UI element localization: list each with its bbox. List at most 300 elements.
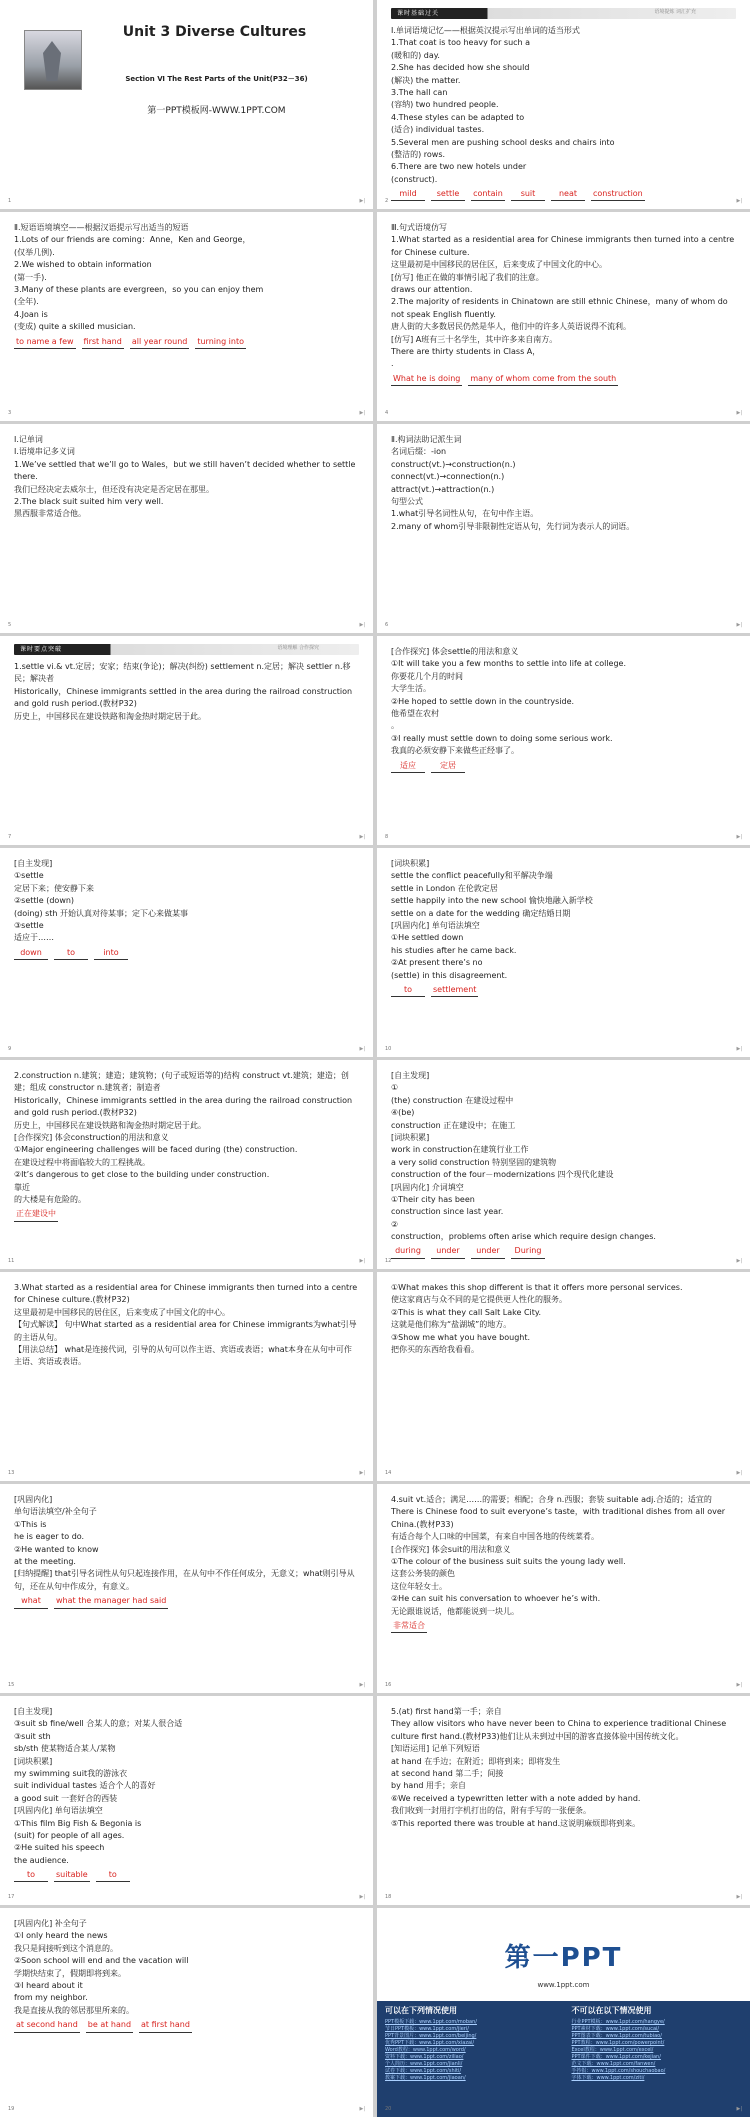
text-line <box>391 62 736 74</box>
text-line <box>14 272 359 284</box>
slide-15 <box>0 1484 373 1693</box>
line-text: ③suit sb fine/well 合某人的意；对某人很合适 <box>14 1719 182 1728</box>
text-line <box>14 1706 359 1718</box>
text-line <box>14 1731 359 1743</box>
unit-title: Unit 3 Diverse Cultures <box>70 22 359 44</box>
line-text: 唐人街的大多数居民仍然是华人，他们中的许多人英语说得不流利。 <box>391 322 631 331</box>
line-text: his studies after he came back. <box>391 946 516 955</box>
line-text: 在建设过程中将面临较大的工程挑战。 <box>14 1158 150 1167</box>
slide-18 <box>377 1696 750 1905</box>
line-text: 无论跟谁说话，他都能说到一块儿。 <box>391 1607 519 1616</box>
answer-blank[interactable]: what <box>14 1595 48 1608</box>
link-item[interactable]: PPT素材下载：www.1ppt.com/sucai/ <box>572 2026 743 2033</box>
text-line <box>391 1743 736 1755</box>
text-line <box>14 1918 359 1930</box>
line-text: (仅举几例). <box>14 248 55 257</box>
text-line <box>14 259 359 271</box>
text-line <box>391 945 736 957</box>
answer-blank[interactable]: many of whom come from the south <box>468 373 618 386</box>
line-text: my swimming suit我的游泳衣 <box>14 1769 127 1778</box>
text-line <box>14 870 359 882</box>
text-line <box>14 1194 359 1206</box>
line-text: construction 正在建设中；在施工 <box>391 1121 515 1130</box>
text-line <box>391 446 736 458</box>
line-text: [自主发现] <box>14 1707 52 1716</box>
line-text: 2.The black suit suited him very well. <box>14 497 163 506</box>
text-line <box>14 309 359 321</box>
text-line <box>391 1307 736 1319</box>
text-line <box>391 1144 736 1156</box>
text-line <box>14 1992 359 2004</box>
slide-19 <box>0 1908 373 2117</box>
link-item[interactable]: Excel教程：www.1ppt.com/excel/ <box>572 2047 743 2054</box>
line-text: ③Show me what you have bought. <box>391 1333 530 1342</box>
text-line <box>391 646 736 658</box>
play-icon[interactable]: ▶| <box>736 198 742 206</box>
text-line <box>14 1793 359 1805</box>
text-line <box>391 1768 736 1780</box>
play-icon[interactable]: ▶| <box>359 1046 365 1054</box>
line-text: ②He can suit his conversation to whoever he’s with. <box>391 1594 600 1603</box>
line-text: ③I heard about it <box>14 1981 83 1990</box>
text-line <box>391 87 736 99</box>
answer-blank[interactable]: neat <box>551 188 585 201</box>
line-text: ①This film Big Fish & Begonia is <box>14 1819 141 1828</box>
play-icon[interactable]: ▶| <box>359 198 365 206</box>
link-item[interactable]: 教案下载：www.1ppt.com/jiaoan/ <box>385 2075 556 2082</box>
line-text: settle in London 在伦敦定居 <box>391 884 498 893</box>
link-item[interactable]: 字体下载：www.1ppt.com/ziti/ <box>572 2075 743 2082</box>
play-icon[interactable]: ▶| <box>736 1682 742 1690</box>
text-line <box>391 1182 736 1194</box>
line-text: 我是直接从我的邻居那里所来的。 <box>14 2006 134 2015</box>
answer-blank[interactable]: first hand <box>82 336 124 349</box>
answer-blank[interactable]: into <box>94 947 128 960</box>
line-text: a very solid construction 特别坚固的建筑物 <box>391 1158 556 1167</box>
answer-blank[interactable]: suit <box>511 188 545 201</box>
line-text: [知语运用] 记单下列短语 <box>391 1744 480 1753</box>
slide-number: 18 <box>385 1894 391 1902</box>
line-text: 靠近 <box>14 1183 30 1192</box>
slide-number: 13 <box>8 1470 14 1478</box>
line-text: [合作探究] 体会suit的用法和意义 <box>391 1545 510 1554</box>
answer-row <box>14 1208 359 1221</box>
text-line <box>391 284 736 296</box>
answer-blank[interactable]: settlement <box>431 984 478 997</box>
text-line <box>391 1506 736 1531</box>
line-text: ⑤This reported there was trouble at hand.这说明麻烦即将到来。 <box>391 1819 640 1828</box>
answer-blank[interactable]: at second hand <box>14 2019 80 2032</box>
text-line <box>14 459 359 484</box>
cover-photo <box>24 30 82 90</box>
line-text: construction since last year. <box>391 1207 503 1216</box>
slide-7 <box>0 636 373 845</box>
answer-blank[interactable]: settle <box>431 188 465 201</box>
line-text: sb/sth 使某物适合某人/某物 <box>14 1744 116 1753</box>
text-line <box>14 284 359 296</box>
link-item[interactable]: 试卷下载：www.1ppt.com/shiti/ <box>385 2068 556 2075</box>
text-line <box>14 1506 359 1518</box>
text-line <box>14 434 359 446</box>
slide-number: 20 <box>385 2106 391 2114</box>
answer-blank[interactable]: 正在建设中 <box>14 1208 58 1221</box>
slide-20 <box>377 1908 750 2117</box>
line-text: 句型公式 <box>391 497 423 506</box>
answer-row <box>14 2019 359 2032</box>
line-text: ②settle (down) <box>14 896 74 905</box>
logo: 第一PPT <box>391 1938 736 1978</box>
play-icon[interactable]: ▶| <box>359 2106 365 2114</box>
text-line <box>391 671 736 683</box>
line-text: ②He hoped to settle down in the countryside. <box>391 697 574 706</box>
answer-row <box>14 947 359 960</box>
answer-blank[interactable]: During <box>511 1245 545 1258</box>
play-icon[interactable]: ▶| <box>359 1470 365 1478</box>
slide-2 <box>377 0 750 209</box>
text-line <box>391 37 736 49</box>
text-line <box>391 1332 736 1344</box>
link-item[interactable]: Word教程：www.1ppt.com/word/ <box>385 2047 556 2054</box>
answer-blank[interactable]: to <box>391 984 425 997</box>
col1-heading: 可以在下列情况使用 <box>385 2005 556 2016</box>
text-line <box>391 174 736 186</box>
text-line <box>14 895 359 907</box>
text-line <box>391 970 736 982</box>
play-icon[interactable]: ▶| <box>359 1682 365 1690</box>
line-text: [巩固内化] 介词填空 <box>391 1183 464 1192</box>
slide-number: 6 <box>385 622 388 630</box>
answer-blank[interactable]: contain <box>471 188 505 201</box>
text-line <box>391 708 736 720</box>
slide-17 <box>0 1696 373 1905</box>
line-text: 学期快结束了，假期即将到来。 <box>14 1969 126 1978</box>
link-item[interactable]: PPT图表下载：www.1ppt.com/tubiao/ <box>572 2033 743 2040</box>
line-text: (解决) the matter. <box>391 76 460 85</box>
line-text: 1.What started as a residential area for Chinese immigrants then turned into a centre for Chinese culture. <box>391 235 734 256</box>
line-text: 你要花几个月的时间 <box>391 672 463 681</box>
link-item[interactable]: PPT模板下载：www.1ppt.com/moban/ <box>385 2019 556 2026</box>
line-text: . <box>391 359 394 368</box>
line-text: 1.We’ve settled that we’ll go to Wales，but we still haven’t decided whether to settle there. <box>14 460 355 481</box>
line-text: ①Their city has been <box>391 1195 475 1204</box>
link-item[interactable]: 资料下载：www.1ppt.com/ziliao/ <box>385 2054 556 2061</box>
play-icon[interactable]: ▶| <box>359 834 365 842</box>
play-icon[interactable]: ▶| <box>736 1258 742 1266</box>
answer-blank[interactable]: be at hand <box>86 2019 133 2032</box>
answer-row <box>391 188 736 201</box>
text-line <box>14 920 359 932</box>
line-text: ②He wanted to know <box>14 1545 99 1554</box>
line-text: 2.construction n.建筑；建造；建筑物；(句子或短语等的)结构 construct vt.建筑；建造；创建；组成 constructor n.建筑者；制造者 <box>14 1071 349 1092</box>
line-text: 有适合每个人口味的中国菜，有来自中国各地的传统菜肴。 <box>391 1532 599 1541</box>
line-text: (settle) in this disagreement. <box>391 971 507 980</box>
text-line <box>391 683 736 695</box>
answer-row <box>14 336 359 349</box>
play-icon[interactable]: ▶| <box>736 834 742 842</box>
line-text: 1.settle vi.& vt.定居；安家；结束(争论)；解决(纠纷) settlement n.定居；解决 settler n.移民；解决者 <box>14 662 351 683</box>
line-text: Ⅲ.句式语境仿写 <box>391 223 447 232</box>
line-text: suit individual tastes 适合个人的喜好 <box>14 1781 155 1790</box>
answer-row <box>391 373 736 386</box>
text-line <box>391 137 736 149</box>
answer-blank[interactable]: what the manager had said <box>54 1595 168 1608</box>
text-line <box>14 1182 359 1194</box>
text-line <box>14 1169 359 1181</box>
line-text: Ⅱ.短语语境填空——根据汉语提示写出适当的短语 <box>14 223 188 232</box>
line-text: settle happily into the new school 愉快地融入新学校 <box>391 896 593 905</box>
line-text: [仿写] A班有三十名学生，其中许多来自南方。 <box>391 335 557 344</box>
text-line <box>391 296 736 321</box>
line-text: (the) construction 在建设过程中 <box>391 1096 513 1105</box>
text-line <box>391 883 736 895</box>
text-line <box>391 1194 736 1206</box>
answer-blank[interactable]: turning into <box>195 336 246 349</box>
answer-blank[interactable]: all year round <box>130 336 190 349</box>
link-item[interactable]: 个人简历：www.1ppt.com/jianli/ <box>385 2061 556 2068</box>
play-icon[interactable]: ▶| <box>736 410 742 418</box>
line-text: [仿写] 他正在做的事情引起了我们的注意。 <box>391 273 544 282</box>
answer-blank[interactable]: 非常适合 <box>391 1620 427 1633</box>
answer-blank[interactable]: 定居 <box>431 760 465 773</box>
answer-blank[interactable]: suitable <box>54 1869 90 1882</box>
answer-blank[interactable]: under <box>471 1245 505 1258</box>
text-line <box>391 1120 736 1132</box>
line-text: draws our attention. <box>391 285 472 294</box>
line-text: a good suit 一套好合的西装 <box>14 1794 117 1803</box>
line-text: ②He suited his speech <box>14 1843 104 1852</box>
text-line <box>391 521 736 533</box>
text-line <box>391 1780 736 1792</box>
line-text: 大学生活。 <box>391 684 431 693</box>
line-text: Historically，Chinese immigrants settled in the area during the railroad construction and gold rush period.(教材P32) <box>14 1096 352 1117</box>
slide-number: 19 <box>8 2106 14 2114</box>
line-text: 这套公务装的颜色 <box>391 1569 455 1578</box>
play-icon[interactable]: ▶| <box>736 1470 742 1478</box>
play-icon[interactable]: ▶| <box>736 2106 742 2114</box>
link-item[interactable]: 手抄报：www.1ppt.com/shouchaobao/ <box>572 2068 743 2075</box>
text-line <box>14 1319 359 1344</box>
line-text: (适合) individual tastes. <box>391 125 484 134</box>
line-text: (doing) sth 开始认真对待某事；定下心来做某事 <box>14 909 188 918</box>
slide-11 <box>0 1060 373 1269</box>
line-text: [词块积累] <box>14 1757 52 1766</box>
line-text: (suit) for people of all ages. <box>14 1831 124 1840</box>
link-item[interactable]: PPT教程：www.1ppt.com/powerpoint/ <box>572 2040 743 2047</box>
line-text: settle on a date for the wedding 确定结婚日期 <box>391 909 570 918</box>
text-line <box>14 1282 359 1307</box>
line-text: There is Chinese food to suit everyone’s taste，with traditional dishes from all over China.(教材P33) <box>391 1507 725 1528</box>
answer-blank[interactable]: to <box>14 1869 48 1882</box>
line-text: 4.These styles can be adapted to <box>391 113 524 122</box>
logo-url: www.1ppt.com <box>391 1980 736 1991</box>
line-text: (暖和的) day. <box>391 51 440 60</box>
line-text: 5.Several men are pushing school desks and chairs into <box>391 138 615 147</box>
text-line <box>14 1307 359 1319</box>
answer-row <box>14 1595 359 1608</box>
link-item[interactable]: 节日PPT模板：www.1ppt.com/jieri/ <box>385 2026 556 2033</box>
text-line <box>391 484 736 496</box>
answer-blank[interactable]: What he is doing <box>391 373 462 386</box>
text-line <box>14 1955 359 1967</box>
link-item[interactable]: 优秀PPT下载：www.1ppt.com/xiazai/ <box>385 2040 556 2047</box>
slide-number: 17 <box>8 1894 14 1902</box>
text-line <box>14 1780 359 1792</box>
line-text: (变成) quite a skilled musician. <box>14 322 136 331</box>
line-text: at second hand 第二手；间接 <box>391 1769 503 1778</box>
text-line <box>391 720 736 732</box>
answer-blank[interactable]: mild <box>391 188 425 201</box>
section-bar-subtitle: 语境提炼 词汇扩充 <box>654 9 696 17</box>
line-text: 把你买的东西给我看看。 <box>391 1345 479 1354</box>
text-line <box>391 895 736 907</box>
answer-blank[interactable]: at first hand <box>139 2019 192 2032</box>
line-text: at hand 在手边；在附近；即将到来；即将发生 <box>391 1757 560 1766</box>
text-line <box>14 1531 359 1543</box>
slide-number: 3 <box>8 410 11 418</box>
line-text: [词块积累] <box>391 1133 429 1142</box>
slide-number: 2 <box>385 198 388 206</box>
line-text: ④(be) <box>391 1108 414 1117</box>
section-bar <box>391 8 736 19</box>
line-text: 1.what引导名词性从句，在句中作主语。 <box>391 509 538 518</box>
slide-9 <box>0 848 373 1057</box>
text-line <box>391 1556 736 1568</box>
text-line <box>14 661 359 686</box>
line-text: ①He settled down <box>391 933 463 942</box>
text-line <box>391 870 736 882</box>
line-text: ② <box>391 1220 398 1229</box>
line-text: attract(vt.)→attraction(n.) <box>391 485 494 494</box>
text-line <box>391 1132 736 1144</box>
answer-blank[interactable]: 适应 <box>391 760 425 773</box>
line-text: ③I really must settle down to doing some serious work. <box>391 734 613 743</box>
text-line <box>391 1568 736 1580</box>
line-text: 这里最初是中国移民的居住区，后来变成了中国文化的中心。 <box>14 1308 230 1317</box>
text-line <box>14 1132 359 1144</box>
line-text: 我真的必须安静下来做些正经事了。 <box>391 746 519 755</box>
link-item[interactable]: 行业PPT模板：www.1ppt.com/hangye/ <box>572 2019 743 2026</box>
play-icon[interactable]: ▶| <box>736 1046 742 1054</box>
answer-row <box>391 984 736 997</box>
answer-blank[interactable]: under <box>431 1245 465 1258</box>
link-item[interactable]: PPT背景图片：www.1ppt.com/beijing/ <box>385 2033 556 2040</box>
text-line <box>391 1095 736 1107</box>
slide-1 <box>0 0 373 209</box>
line-text: work in construction在建筑行业工作 <box>391 1145 529 1154</box>
line-text: 2.She has decided how she should <box>391 63 529 72</box>
text-line <box>391 957 736 969</box>
slide-4 <box>377 212 750 421</box>
answer-blank[interactable]: to <box>96 1869 130 1882</box>
answer-row <box>391 760 736 773</box>
text-line <box>391 1818 736 1830</box>
line-text: 4.suit vt.适合；满足……的需要；相配；合身 n.西服；套装 suitable adj.合适的；适宜的 <box>391 1495 712 1504</box>
line-text: 这就是他们称为“盐湖城”的地方。 <box>391 1320 511 1329</box>
text-line <box>14 1805 359 1817</box>
text-line <box>391 1070 736 1082</box>
text-line <box>391 124 736 136</box>
section-bar-title: 课时基础过关 <box>397 9 439 18</box>
text-line <box>14 1544 359 1556</box>
line-text: 定居下来；使安静下来 <box>14 884 94 893</box>
line-text: settle the conflict peacefully和平解决争端 <box>391 871 553 880</box>
text-line <box>391 1319 736 1331</box>
line-text: 5.(at) first hand第一手；亲自 <box>391 1707 502 1716</box>
line-text: 历史上，中国移民在建设铁路和淘金热时期定居于此。 <box>14 1121 206 1130</box>
line-text: They allow visitors who have never been to China to experience traditional Chinese culture first hand.(教材P33)他们让从未到过中国的游客直接体验中国传统文化。 <box>391 1719 726 1740</box>
slide-number: 4 <box>385 410 388 418</box>
link-item[interactable]: PPT课件下载：www.1ppt.com/kejian/ <box>572 2054 743 2061</box>
text-line <box>14 686 359 711</box>
text-line <box>391 149 736 161</box>
line-text: construction of the four－modernizations 四个现代化建设 <box>391 1170 614 1179</box>
line-text: 2.many of whom引导非限制性定语从句，先行词为表示人的词语。 <box>391 522 634 531</box>
text-line <box>391 99 736 111</box>
text-line <box>14 883 359 895</box>
line-text: ①This is <box>14 1520 46 1529</box>
answer-blank[interactable]: during <box>391 1245 425 1258</box>
line-text: construction，problems often arise which require design changes. <box>391 1232 656 1241</box>
text-line <box>14 1756 359 1768</box>
text-line <box>391 75 736 87</box>
line-text: 6.There are two new hotels under <box>391 162 526 171</box>
text-line <box>391 321 736 333</box>
text-line <box>391 920 736 932</box>
answer-blank[interactable]: down <box>14 947 48 960</box>
line-text: 【句式解读】 句中What started as a residential area for Chinese immigrants为what引导的主语从句。 <box>14 1320 357 1341</box>
line-text: ①The colour of the business suit suits the young lady well. <box>391 1557 626 1566</box>
line-text: [巩固内化] 单句语法填空 <box>391 921 480 930</box>
line-text: 。 <box>391 721 399 730</box>
slide-number: 1 <box>8 198 11 206</box>
text-line <box>14 1830 359 1842</box>
section-title: Section Ⅵ The Rest Parts of the Unit(P32－36) <box>74 74 359 85</box>
line-text: the audience. <box>14 1856 69 1865</box>
line-text: 名词后缀：-ion <box>391 447 446 456</box>
col1-panel <box>377 2001 564 2117</box>
text-line <box>391 733 736 745</box>
answer-blank[interactable]: to name a few <box>14 336 76 349</box>
text-line <box>14 446 359 458</box>
answer-blank[interactable]: construction <box>591 188 645 201</box>
text-line <box>14 1855 359 1867</box>
play-icon[interactable]: ▶| <box>736 622 742 630</box>
line-text: (容纳) two hundred people. <box>391 100 499 109</box>
answer-blank[interactable]: to <box>54 947 88 960</box>
play-icon[interactable]: ▶| <box>736 1894 742 1902</box>
play-icon[interactable]: ▶| <box>359 622 365 630</box>
text-line <box>14 1144 359 1156</box>
link-item[interactable]: 范文下载：www.1ppt.com/fanwen/ <box>572 2061 743 2068</box>
slide-6 <box>377 424 750 633</box>
line-text: [自主发现] <box>391 1071 429 1080</box>
answer-row <box>391 1620 736 1633</box>
section-bar-subtitle: 语境理解 合作探究 <box>277 645 319 653</box>
col2-heading: 不可以在以下情况使用 <box>572 2005 743 2016</box>
text-line <box>14 1842 359 1854</box>
text-line <box>14 1519 359 1531</box>
slide-number: 7 <box>8 834 11 842</box>
play-icon[interactable]: ▶| <box>359 1894 365 1902</box>
text-line <box>391 1581 736 1593</box>
line-text: 【用法总结】 what是连接代词，引导的从句可以作主语、宾语或表语；what本身在从句中可作主语、宾语或表语。 <box>14 1345 352 1366</box>
play-icon[interactable]: ▶| <box>359 410 365 418</box>
text-line <box>14 2005 359 2017</box>
play-icon[interactable]: ▶| <box>359 1258 365 1266</box>
line-text: 2.We wished to obtain information <box>14 260 152 269</box>
line-text: ②At present there’s no <box>391 958 483 967</box>
template-site[interactable]: 第一PPT模板网-WWW.1PPT.COM <box>74 105 359 119</box>
